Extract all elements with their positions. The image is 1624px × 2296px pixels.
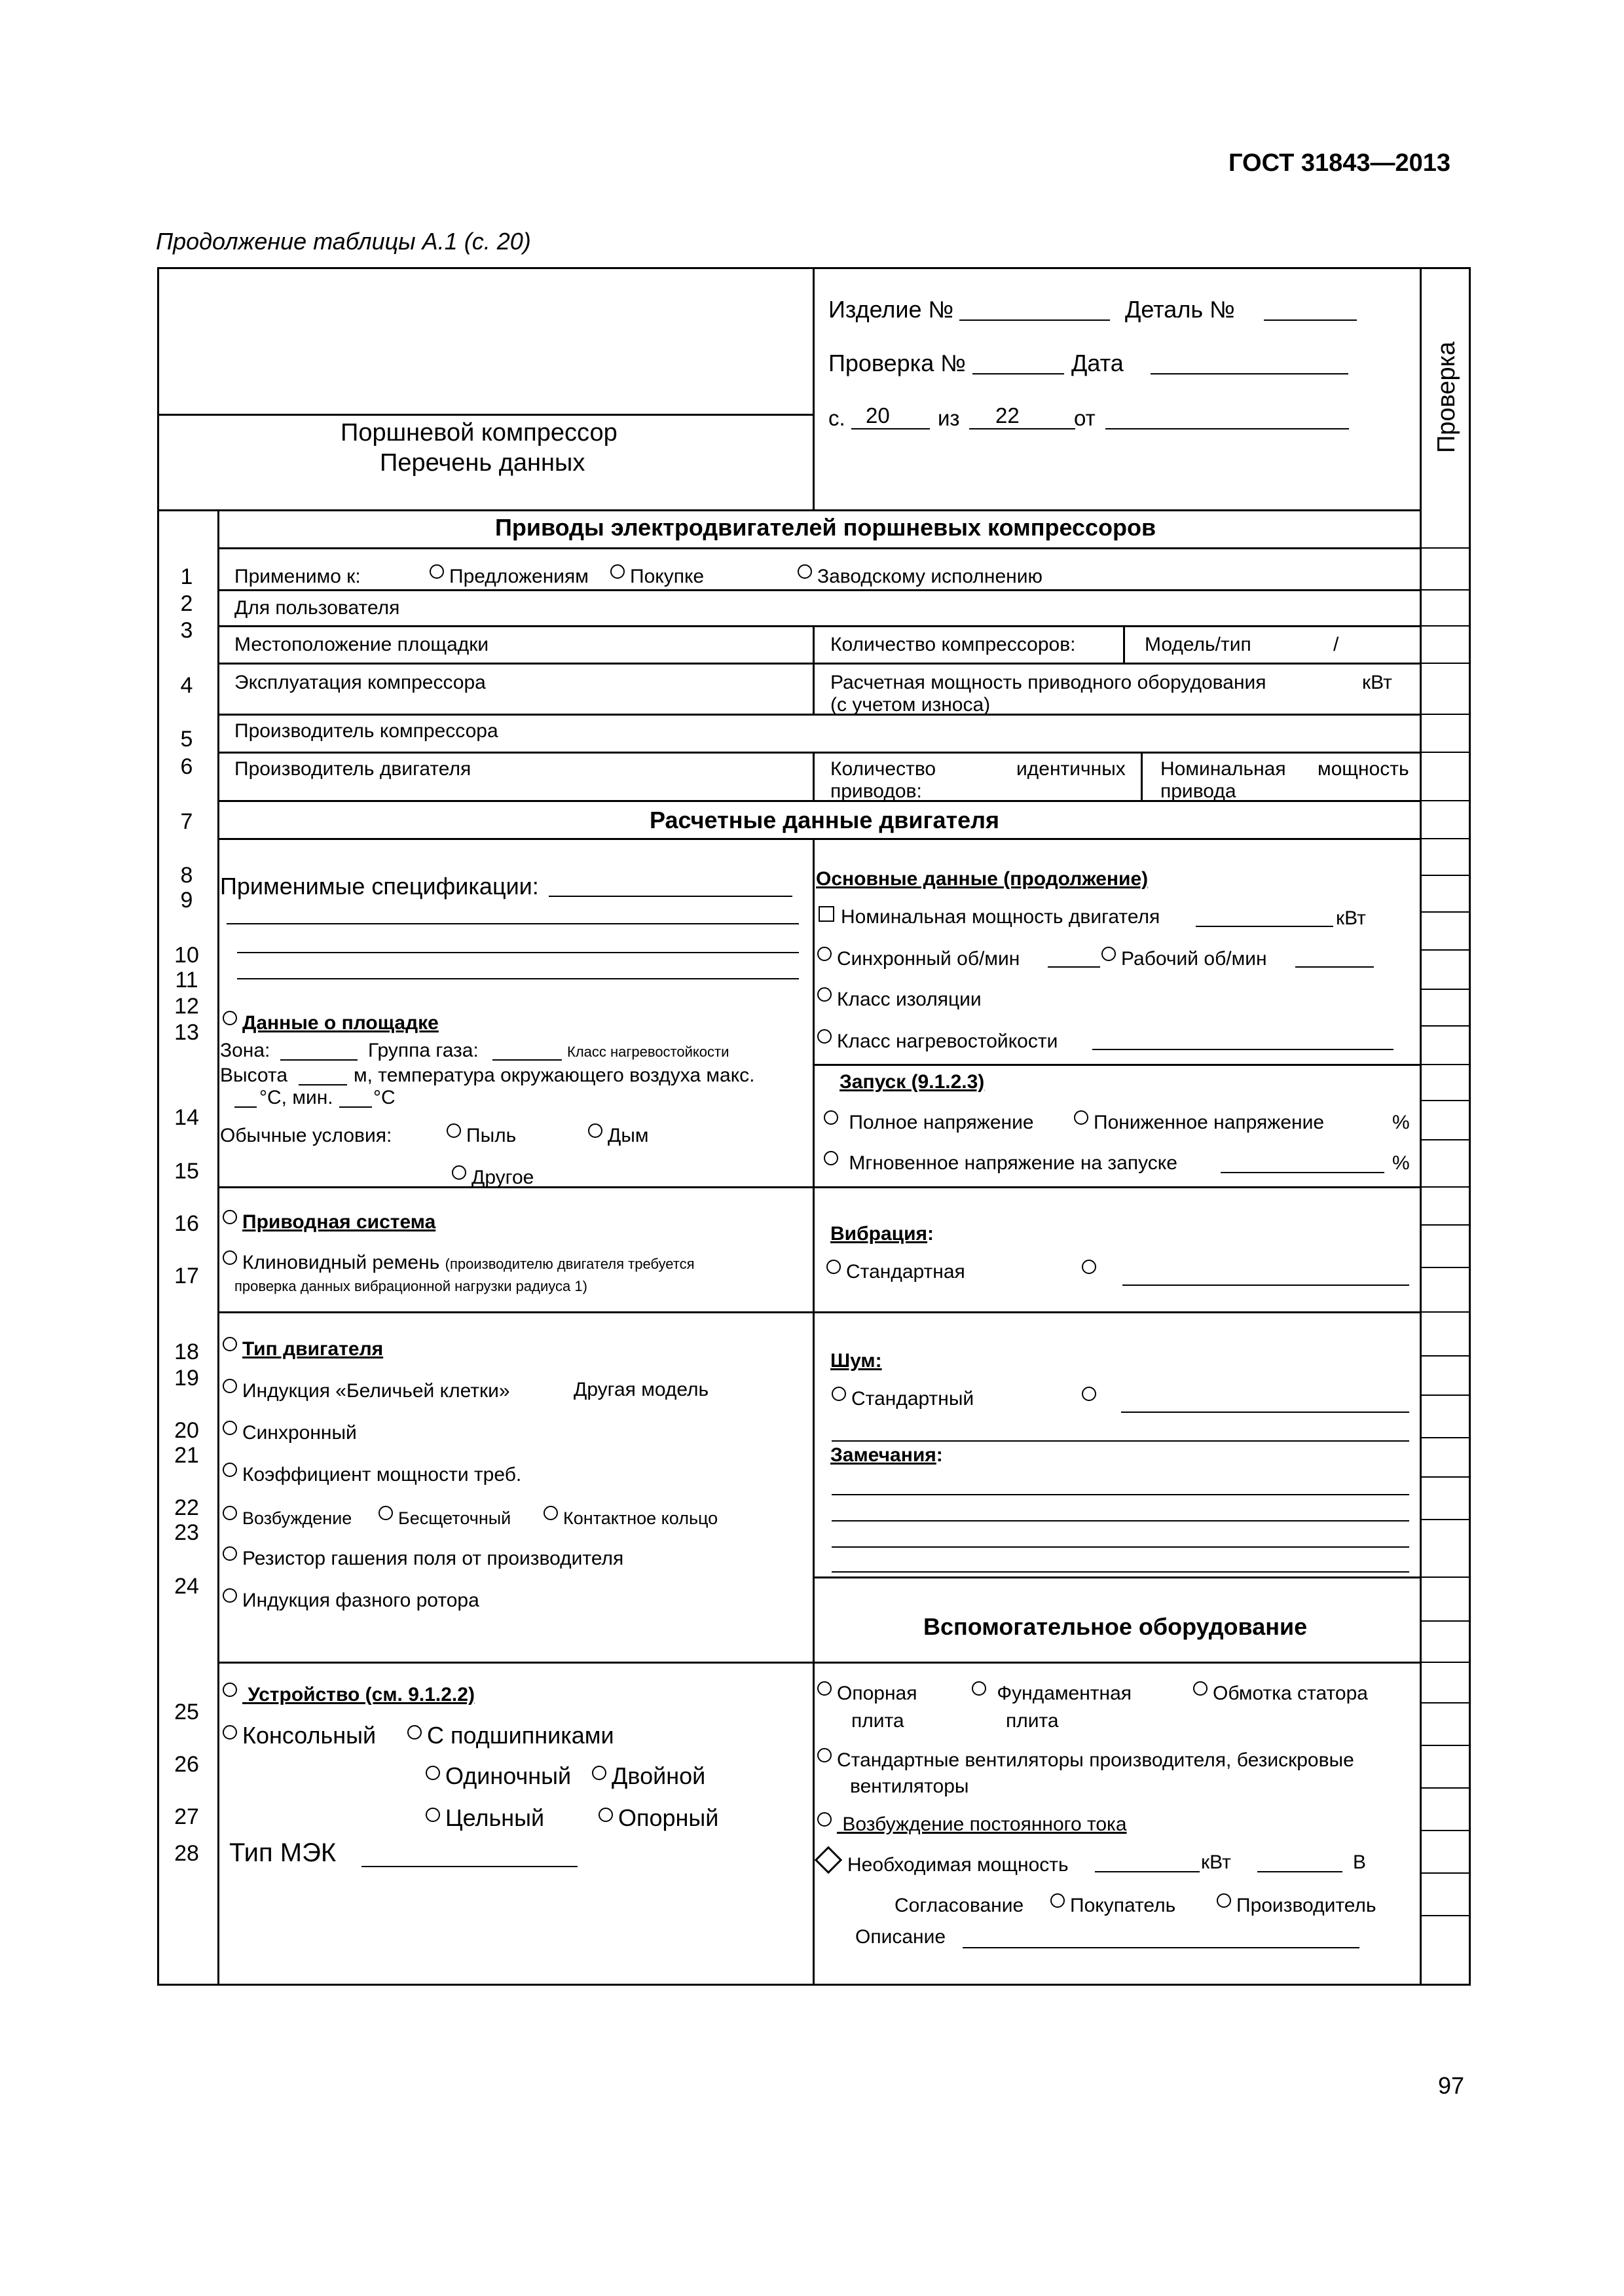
foundation-plate-word2: плита [1006,1710,1059,1732]
row-number: 22 [174,1495,199,1520]
row-number: 5 [180,727,193,752]
radio-icon [223,1379,237,1393]
altitude-label: Высота [220,1065,288,1086]
rated-power-unit: кВт [1362,672,1392,693]
specs-field[interactable] [549,896,792,897]
row-number: 26 [174,1752,199,1777]
row-number: 8 [180,863,193,888]
row-number: 19 [174,1366,199,1391]
option-other-conditions[interactable]: Другое [452,1165,534,1189]
form-title-line1: Поршневой компрессор [341,419,618,446]
radio-icon [1050,1893,1065,1908]
option-slip-ring[interactable]: Контактное кольцо [544,1506,718,1529]
start-heading: Запуск (9.1.2.3) [840,1071,985,1093]
row-number: 21 [174,1443,199,1468]
row-number: 6 [180,754,193,779]
gas-group-field[interactable] [492,1059,562,1061]
page-prefix: с. [828,406,845,430]
row-number: 24 [174,1574,199,1599]
iec-type-label: Тип МЭК [229,1838,337,1867]
rated-power-note: (с учетом износа) [830,694,991,716]
model-type-label: Модель/тип [1145,634,1251,655]
radio-icon [592,1766,606,1780]
row-number: 12 [174,994,199,1019]
remarks-heading: Замечания: [830,1444,943,1466]
gas-group-label: Группа газа: [368,1040,479,1061]
noise-other-field[interactable] [1121,1412,1409,1413]
nominal-motor-power-unit: кВт [1336,907,1366,929]
option-proposal[interactable]: Предложениям [430,564,589,588]
option-wound-rotor[interactable]: Индукция фазного ротора [223,1588,479,1612]
nominal-drive-power-word2: мощность [1318,758,1409,780]
sync-rpm-field[interactable] [1048,966,1100,968]
identical-drives-word2: идентичных [1016,758,1126,780]
base-plate-word2: плита [851,1710,904,1732]
radio-icon [223,1337,237,1351]
row-number: 10 [174,943,199,968]
option-base-plate[interactable]: Опорная [817,1681,917,1705]
radio-icon [223,1250,237,1265]
specs-line-2[interactable] [227,923,799,924]
option-v-belt[interactable]: Клиновидный ремень (производителю двигателя требуется [223,1250,695,1274]
noise-heading: Шум: [830,1350,882,1372]
row-number: 28 [174,1841,199,1866]
radio-icon [824,1151,838,1165]
radio-icon [798,564,812,579]
row-number: 4 [180,673,193,698]
radio-icon [1217,1893,1231,1908]
date-label: Дата [1071,350,1124,376]
radio-icon [1074,1110,1088,1125]
radio-icon [452,1165,466,1180]
row-number: 27 [174,1804,199,1829]
radio-icon [817,1029,832,1044]
option-field-resistor[interactable]: Резистор гашения поля от производителя [223,1546,623,1570]
description-field[interactable] [963,1947,1359,1948]
specs-line-4[interactable] [237,978,799,979]
model-type-slash: / [1333,634,1339,655]
approval-label: Согласование [895,1895,1024,1916]
radio-icon [223,1506,237,1520]
main-data-cont-heading: Основные данные (продолжение) [816,868,1149,890]
option-double[interactable]: Двойной [592,1762,705,1790]
option-cantilever[interactable]: Консольный [223,1722,376,1749]
option-squirrel-cage[interactable]: Индукция «Беличьей клетки» [223,1379,510,1402]
checkbox-icon [819,906,834,922]
diamond-icon [815,1846,842,1874]
part-no-field[interactable] [1264,319,1357,321]
zone-field[interactable] [280,1059,358,1061]
work-rpm-field[interactable] [1295,966,1374,968]
row-number: 3 [180,618,193,643]
radio-icon [610,564,625,579]
remarks-line-2[interactable] [832,1520,1409,1522]
specs-line-3[interactable] [237,952,799,953]
check-column-header: Проверка [1433,341,1460,453]
check-no-field[interactable] [972,373,1064,374]
option-vibration-other[interactable] [1082,1260,1101,1283]
radio-icon [447,1123,461,1138]
other-model-label: Другая модель [574,1379,709,1400]
motor-type-heading[interactable]: Тип двигателя [223,1337,383,1360]
page-current: 20 [866,403,890,428]
from-field[interactable] [1105,428,1349,429]
option-single[interactable]: Одиночный [426,1762,571,1790]
required-power-unit: кВт [1201,1851,1231,1873]
radio-icon [426,1766,440,1780]
drive-system-heading[interactable]: Приводная система [223,1210,435,1233]
form-title-line2: Перечень данных [380,449,585,477]
option-noise-other[interactable] [1082,1387,1101,1410]
v-belt-note: проверка данных вибрационной нагрузки радиуса 1) [234,1278,587,1294]
option-stator-winding[interactable]: Обмотка статора [1193,1681,1368,1705]
from-label: от [1074,406,1096,430]
row-number: 13 [174,1020,199,1045]
vibration-other-field[interactable] [1122,1285,1409,1286]
reduced-voltage-percent: % [1392,1112,1410,1133]
row-number: 17 [174,1264,199,1288]
radio-icon [817,1812,832,1827]
site-data-heading[interactable]: Данные о площадке [223,1011,439,1034]
option-solid[interactable]: Цельный [426,1804,544,1832]
page-of: из [938,406,960,430]
option-standard-fans[interactable]: Стандартные вентиляторы производителя, безискровые [817,1748,1354,1772]
radio-icon [832,1387,846,1401]
page-number: 97 [1438,2072,1465,2099]
part-no-label: Деталь № [1125,296,1235,323]
option-manufacturer[interactable]: Производитель [1217,1893,1376,1917]
motor-maker-label: Производитель двигателя [234,758,471,780]
temp-min-field[interactable] [339,1106,372,1108]
compressor-maker-label: Производитель компрессора [234,720,498,742]
item-no-label: Изделие № [828,296,954,323]
remarks-line-1[interactable] [832,1494,1409,1495]
radio-icon [826,1260,841,1274]
option-excitation[interactable]: Возбуждение [223,1506,352,1529]
date-field[interactable] [1151,373,1348,374]
compressor-count-label: Количество компрессоров: [830,634,1076,655]
option-work-rpm[interactable]: Рабочий об/мин [1101,947,1267,970]
identical-drives-word1: Количество [830,758,936,780]
iec-type-field[interactable] [361,1866,578,1867]
checkbox-nominal-motor-power[interactable]: Номинальная мощность двигателя [819,906,1160,928]
row-number: 15 [174,1159,199,1184]
option-vibration-standard[interactable]: Стандартная [826,1260,965,1283]
option-reduced-voltage[interactable]: Пониженное напряжение [1074,1110,1324,1134]
required-voltage-field[interactable] [1257,1871,1342,1872]
heat-class-field[interactable] [1092,1049,1393,1050]
option-with-bearings[interactable]: С подшипниками [407,1722,614,1749]
vibration-heading: Вибрация: [830,1223,934,1245]
temp-line-label: °С, мин. [259,1087,333,1108]
radio-icon [824,1110,838,1125]
radio-icon [426,1808,440,1822]
radio-icon [972,1681,986,1696]
option-dust[interactable]: Пыль [447,1123,516,1147]
identical-drives-word3: приводов: [830,780,922,802]
instant-voltage-field[interactable] [1221,1172,1384,1173]
radio-icon [817,1681,832,1696]
option-full-voltage[interactable]: Полное напряжение [824,1110,1034,1134]
radio-icon [407,1725,422,1740]
option-purchase[interactable]: Покупке [610,564,704,588]
radio-icon [817,947,832,961]
row-number: 14 [174,1105,199,1130]
nominal-drive-power-word3: привода [1160,780,1236,802]
row-number: 11 [175,968,198,993]
radio-icon [599,1808,613,1822]
description-label: Описание [855,1926,946,1948]
radio-icon [223,1546,237,1561]
radio-icon [817,987,832,1002]
option-heat-class[interactable]: Класс нагревостойкости [817,1029,1058,1053]
option-support[interactable]: Опорный [599,1804,718,1832]
required-power-row: Необходимая мощность [816,1850,1069,1876]
rated-power-label: Расчетная мощность приводного оборудования [830,672,1266,693]
row-number: 9 [180,888,193,913]
row-number: 20 [174,1418,199,1443]
applicable-label: Применимо к: [234,566,361,587]
option-dc-excitation[interactable]: Возбуждение постоянного тока [817,1812,1127,1836]
altitude-field[interactable] [299,1084,347,1085]
remarks-line-4[interactable] [832,1571,1409,1573]
row-number: 2 [180,591,193,616]
altitude-rest-label: м, температура окружающего воздуха макс. [354,1065,755,1086]
zone-label: Зона: [220,1040,270,1061]
table-caption: Продолжение таблицы А.1 (с. 20) [156,228,531,255]
row-number: 25 [174,1700,199,1724]
applicable-specs-label: Применимые спецификации: [220,873,539,900]
nominal-motor-power-field[interactable] [1196,926,1333,927]
radio-icon [544,1506,558,1520]
row-number: 18 [174,1339,199,1364]
option-power-factor[interactable]: Коэффициент мощности треб. [223,1463,521,1486]
option-factory[interactable]: Заводскому исполнению [798,564,1043,588]
row-number: 16 [174,1211,199,1236]
temp-unit-label: °С [373,1087,396,1108]
usual-conditions-label: Обычные условия: [220,1125,392,1146]
radio-icon [223,1421,237,1435]
row-number: 23 [174,1520,199,1545]
radio-icon [1082,1387,1096,1401]
check-no-label: Проверка № [828,350,966,376]
temp-max-field[interactable] [234,1106,257,1108]
site-location-label: Местоположение площадки [234,634,489,655]
document-number: ГОСТ 31843—2013 [1228,149,1451,177]
section1-heading: Приводы электродвигателей поршневых компрессоров [495,514,1156,541]
option-buyer[interactable]: Покупатель [1050,1893,1175,1917]
compressor-operation-label: Эксплуатация компрессора [234,672,486,693]
radio-icon [817,1748,832,1762]
required-voltage-unit: В [1353,1851,1367,1873]
radio-icon [223,1725,237,1740]
option-synchronous[interactable]: Синхронный [223,1421,357,1444]
radio-icon [1082,1260,1096,1274]
nominal-drive-power-word1: Номинальная [1160,758,1286,780]
option-foundation-plate[interactable]: Фундаментная [972,1681,1132,1705]
option-sync-rpm[interactable]: Синхронный об/мин [817,947,1020,970]
option-smoke[interactable]: Дым [588,1123,649,1147]
option-insulation-class[interactable]: Класс изоляции [817,987,982,1011]
aux-equipment-heading: Вспомогательное оборудование [923,1613,1308,1640]
heat-class-small-label: Класс нагревостойкости [567,1044,729,1060]
for-user-label: Для пользователя [234,597,400,619]
required-power-field[interactable] [1095,1871,1200,1872]
remarks-line-3[interactable] [832,1546,1409,1548]
section2-heading: Расчетные данные двигателя [650,807,1000,833]
radio-icon [588,1123,602,1138]
radio-icon [223,1210,237,1224]
standard-fans-word2: вентиляторы [850,1776,969,1797]
option-brushless[interactable]: Бесщеточный [378,1506,511,1529]
radio-icon [223,1683,237,1697]
radio-icon [1193,1681,1208,1696]
radio-icon [223,1011,237,1025]
radio-icon [223,1588,237,1603]
item-no-field[interactable] [959,319,1110,321]
option-noise-standard[interactable]: Стандартный [832,1387,974,1410]
radio-icon [430,564,444,579]
row-number: 7 [180,809,193,834]
radio-icon [378,1506,393,1520]
option-instant-voltage[interactable]: Мгновенное напряжение на запуске [824,1151,1177,1175]
page-total: 22 [995,403,1020,428]
arrangement-heading[interactable]: Устройство (см. 9.1.2.2) [223,1683,475,1706]
instant-voltage-percent: % [1392,1152,1410,1174]
radio-icon [223,1463,237,1477]
row-number: 1 [180,564,193,589]
radio-icon [1101,947,1116,961]
